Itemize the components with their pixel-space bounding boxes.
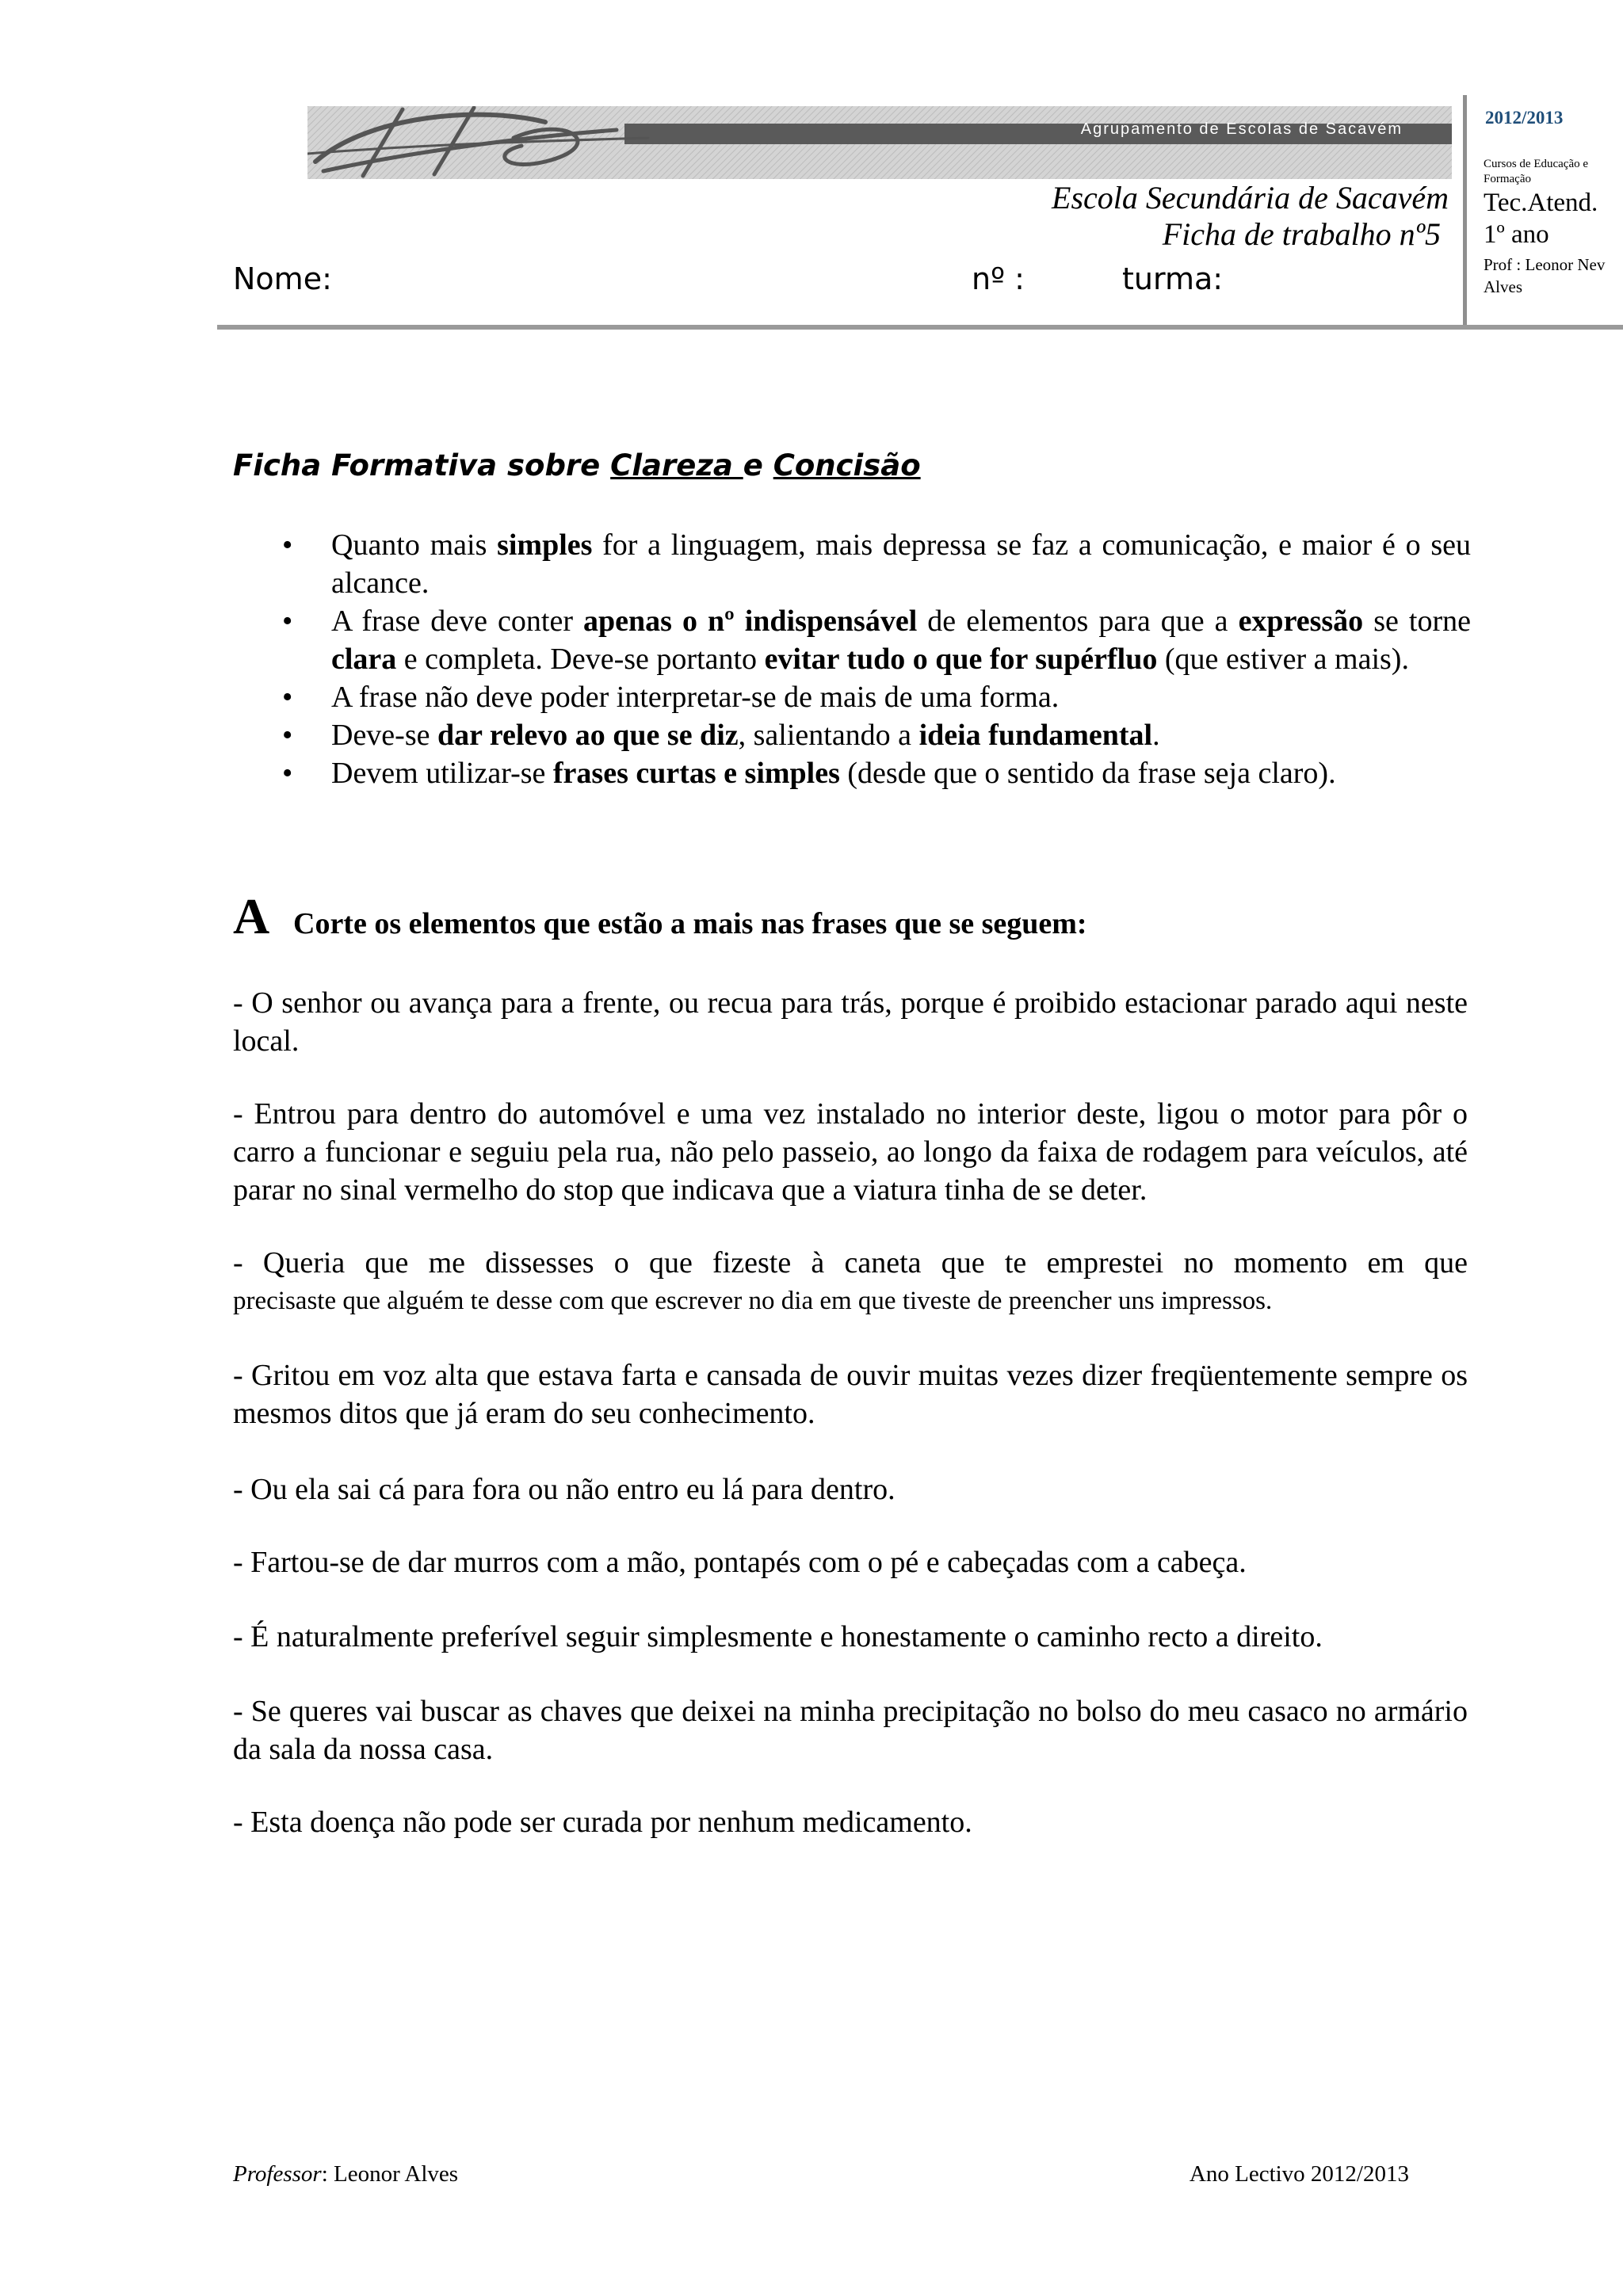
- school-name: Escola Secundária de Sacavém: [1052, 180, 1449, 215]
- footer-school-year: Ano Lectivo 2012/2013: [1189, 2161, 1409, 2187]
- exercise-sentence-5: - Ou ela sai cá para fora ou não entro eu lá para dentro.: [233, 1473, 896, 1506]
- rule-emphasis: frases curtas e simples: [552, 757, 840, 790]
- exercise-sentence-3-line1: - Queria que me dissesses o que fizeste à caneta que te emprestei no momento em que: [233, 1246, 1468, 1280]
- rule-item: [282, 602, 1471, 678]
- title-conjunction: e: [743, 448, 773, 482]
- section-letter: A: [233, 888, 270, 944]
- header-divider: [217, 325, 1623, 330]
- school-logo-banner: [307, 106, 1452, 179]
- exercise-sentence-4: - Gritou em voz alta que estava farta e cansada de ouvir muitas vezes dizer freqüentemente sempre os mesmos ditos que já eram do seu conhecimento.: [233, 1359, 1468, 1430]
- rule-text: for a linguagem, mais depressa se faz a comunicação, e maior é o seu alcance.: [331, 528, 1471, 600]
- exercise-sentence-6: - Fartou-se de dar murros com a mão, pontapés com o pé e cabeçadas com a cabeça.: [233, 1546, 1247, 1579]
- exercise-sentence-1: - O senhor ou avança para a frente, ou recua para trás, porque é proibido estacionar parado aqui neste local.: [233, 986, 1468, 1058]
- side-box-professor-line1: Prof : Leonor Nev: [1484, 255, 1606, 274]
- exercise-sentence-3-line2: precisaste que alguém te desse com que escrever no dia em que tiveste de preencher uns impressos.: [233, 1287, 1273, 1315]
- rule-emphasis: expressão: [1238, 605, 1364, 638]
- bullet-icon: •: [282, 719, 293, 752]
- title-keyword-concisao: Concisão: [773, 448, 921, 482]
- rule-text: Quanto mais: [331, 528, 498, 562]
- side-box-year: 2012/2013: [1485, 108, 1564, 128]
- side-box-course: Tec.Atend.: [1484, 189, 1598, 217]
- footer-professor-label: Professor: [233, 2161, 322, 2187]
- bullet-icon: •: [282, 757, 293, 790]
- exercise-sentence-7: - É naturalmente preferível seguir simplesmente e honestamente o caminho recto a direito.: [233, 1620, 1323, 1653]
- rule-text: e completa. Deve-se portanto: [396, 643, 765, 676]
- rule-text: A frase não deve poder interpretar-se de mais de uma forma.: [331, 681, 1060, 714]
- rule-item: [282, 754, 1471, 792]
- rule-text: Devem utilizar-se: [331, 757, 553, 790]
- footer-professor-name: : Leonor Alves: [321, 2161, 459, 2187]
- rule-item: [282, 678, 1471, 716]
- class-label: turma:: [1122, 261, 1224, 296]
- side-box-professor: [1484, 254, 1623, 298]
- rule-text: (que estiver a mais).: [1157, 643, 1409, 676]
- exercise-sentence-8: - Se queres vai buscar as chaves que deixei na minha precipitação no bolso do meu casaco no armário da sala da nossa casa.: [233, 1695, 1468, 1766]
- exercise-sentence-2: - Entrou para dentro do automóvel e uma vez instalado no interior deste, ligou o motor para pôr o carro a funcionar e seguiu pela rua, não pelo passeio, ao longo da faixa de rodagem para veículos, até parar no sinal vermelho do stop que indicava que a viatura tinha de se deter.: [233, 1097, 1468, 1207]
- rule-text: Deve-se: [331, 719, 437, 752]
- bullet-icon: •: [282, 681, 293, 714]
- bullet-icon: •: [282, 605, 293, 638]
- rule-text: A frase deve conter: [331, 605, 584, 638]
- rule-text: .: [1152, 719, 1160, 752]
- rule-item: [282, 526, 1471, 602]
- section-instruction: Corte os elementos que estão a mais nas frases que se seguem:: [293, 907, 1087, 940]
- rule-item: [282, 716, 1471, 754]
- number-label: nº :: [972, 261, 1025, 296]
- side-box-grade: 1º ano: [1484, 220, 1549, 249]
- rules-list: [282, 526, 1471, 792]
- rule-emphasis: dar relevo ao que se diz: [437, 719, 739, 752]
- bullet-icon: •: [282, 528, 293, 562]
- rule-text: se torne: [1363, 605, 1472, 638]
- footer-professor: [233, 2161, 458, 2187]
- worksheet-number: Ficha de trabalho nº5: [1162, 216, 1441, 252]
- exercise-sentence-9: - Esta doença não pode ser curada por nenhum medicamento.: [233, 1806, 972, 1839]
- side-box-divider: [1463, 95, 1467, 328]
- side-box-course-type: Cursos de Educação e Formação: [1484, 158, 1589, 185]
- rule-emphasis: evitar tudo o que for supérfluo: [764, 643, 1158, 676]
- rule-emphasis: ideia fundamental: [918, 719, 1153, 752]
- title-keyword-clareza: Clareza: [610, 448, 743, 482]
- rule-text: (desde que o sentido da frase seja claro).: [839, 757, 1336, 790]
- rule-emphasis: apenas o nº indispensável: [583, 605, 918, 638]
- name-label: Nome:: [233, 261, 332, 296]
- exercise-sentence-3: [233, 1244, 1468, 1320]
- rule-emphasis: simples: [497, 528, 593, 562]
- banner-text: Agrupamento de Escolas de Sacavém: [1080, 120, 1403, 138]
- title-prefix: Ficha Formativa sobre: [233, 448, 611, 482]
- side-box-professor-line2: Alves: [1484, 277, 1522, 296]
- rule-text: , salientando a: [738, 719, 919, 752]
- rule-emphasis: clara: [331, 643, 397, 676]
- worksheet-title: [233, 448, 921, 482]
- rule-text: de elementos para que a: [917, 605, 1239, 638]
